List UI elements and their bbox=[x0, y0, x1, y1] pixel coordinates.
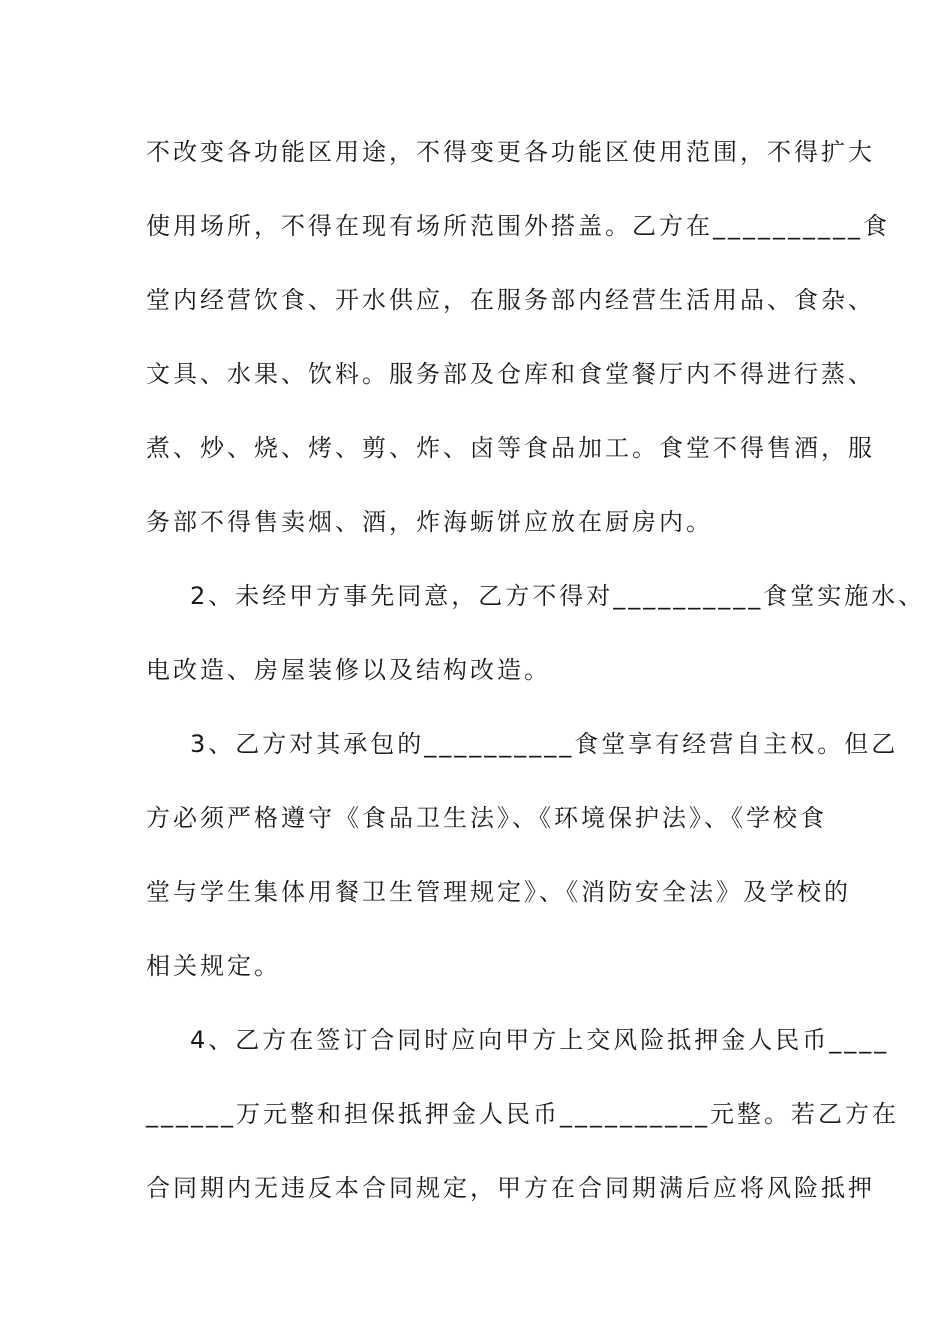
paragraph-1-line-4: 文具、水果、饮料。服务部及仓库和食堂餐厅内不得进行蒸、 bbox=[146, 360, 875, 388]
paragraph-1-line-6: 务部不得售卖烟、酒，炸海蛎饼应放在厨房内。 bbox=[146, 508, 713, 536]
paragraph-4-line-1: 4、乙方在签订合同时应向甲方上交风险抵押金人民币____ bbox=[190, 1026, 890, 1054]
paragraph-1-line-3: 堂内经营饮食、开水供应，在服务部内经营生活用品、食杂、 bbox=[146, 286, 875, 314]
paragraph-3-line-3: 堂与学生集体用餐卫生管理规定》、《消防安全法》及学校的 bbox=[146, 878, 851, 906]
paragraph-3-line-2: 方必须严格遵守《食品卫生法》、《环境保护法》、《学校食 bbox=[146, 804, 827, 832]
paragraph-1-line-5: 煮、炒、烧、烤、剪、炸、卤等食品加工。食堂不得售酒，服 bbox=[146, 434, 875, 462]
paragraph-3-line-4: 相关规定。 bbox=[146, 952, 281, 980]
paragraph-1-line-1: 不改变各功能区用途，不得变更各功能区使用范围，不得扩大 bbox=[146, 138, 875, 166]
paragraph-4-line-2: ______万元整和担保抵押金人民币__________元整。若乙方在 bbox=[146, 1100, 899, 1128]
paragraph-4-line-3: 合同期内无违反本合同规定，甲方在合同期满后应将风险抵押 bbox=[146, 1174, 875, 1202]
paragraph-3-line-1: 3、乙方对其承包的__________食堂享有经营自主权。但乙 bbox=[190, 730, 899, 758]
paragraph-2-line-2: 电改造、房屋装修以及结构改造。 bbox=[146, 656, 551, 684]
paragraph-2-line-1: 2、未经甲方事先同意，乙方不得对__________食堂实施水、 bbox=[190, 582, 926, 610]
paragraph-1-line-2: 使用场所，不得在现有场所范围外搭盖。乙方在__________食 bbox=[146, 212, 890, 240]
